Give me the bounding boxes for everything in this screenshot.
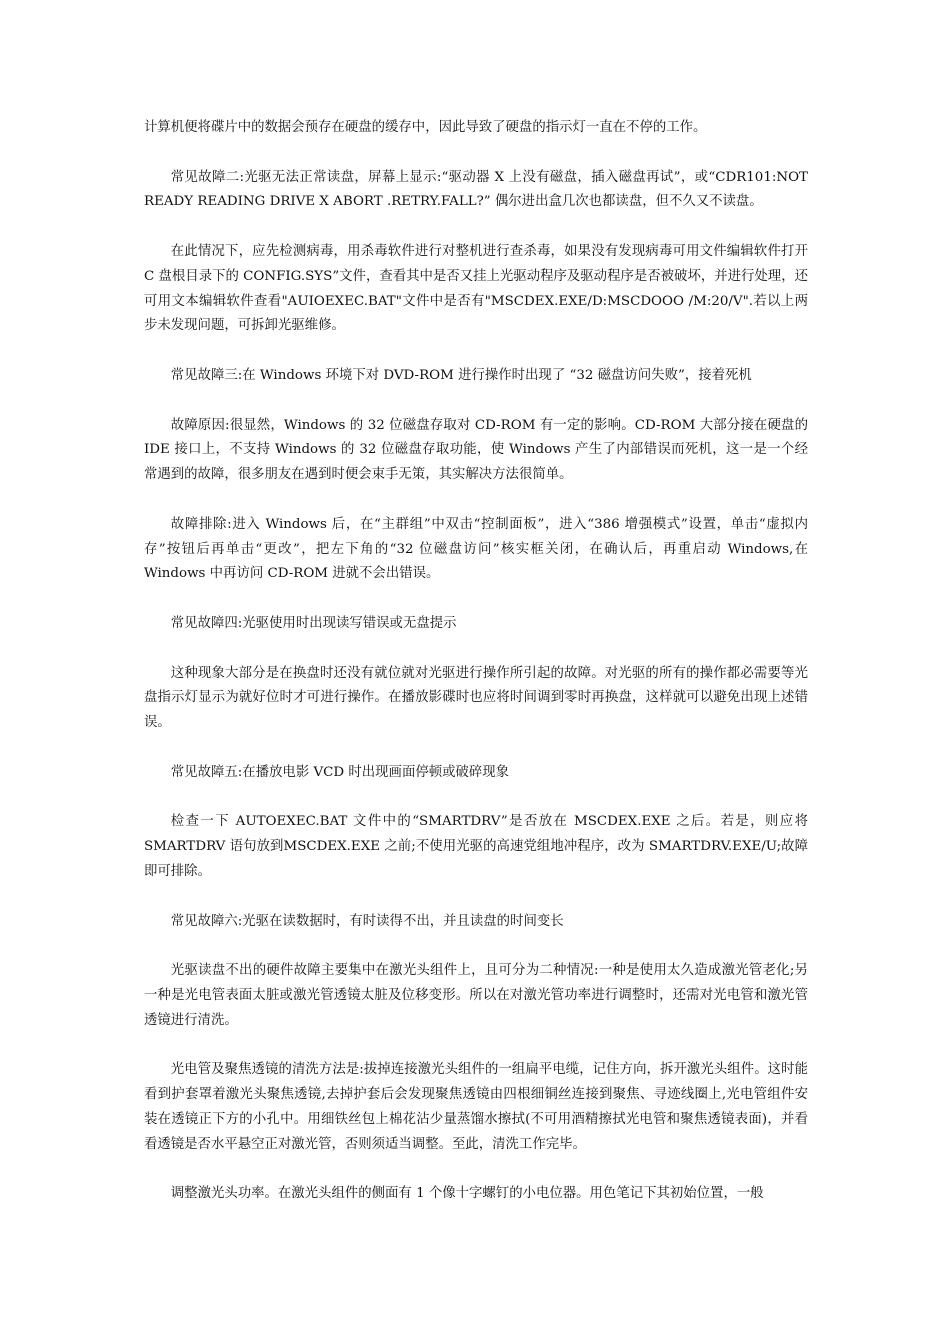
heading-fault-6: 常见故障六:光驱在读数据时，有时读得不出，并且读盘的时间变长 [170, 913, 564, 929]
paragraph-fault-6-detail: 光驱读盘不出的硬件故障主要集中在激光头组件上，且可分为二种情况:一种是使用太久造成激光管老化;另一种是光电管表面太脏或激光管透镜太脏及位移变形。所以在对激光管功率进行调整时，还需对光电管和激光管透镜进行清洗。 [144, 963, 808, 1028]
heading-fault-3: 常见故障三:在 Windows 环境下对 DVD-ROM 进行操作时出现了 “32 磁盘访问失败”，接着死机 [170, 367, 752, 383]
paragraph-fault-3-fix: 故障排除:进入 Windows 后，在“主群组”中双击“控制面板”，进入“386 增强模式”设置，单击“虚拟内存”按钮后再单击“更改”，把左下角的“32 位磁盘访问”核实框关闭，在确认后，再重启动 Windows,在 Windows 中再访问 CD-ROM 进就不会出错误。 [144, 516, 808, 582]
paragraph-fault-2-solution: 在此情况下，应先检测病毒，用杀毒软件进行对整机进行查杀毒，如果没有发现病毒可用文件编辑软件打开 C 盘根目录下的 CONFIG.SYS”文件，查看其中是否又挂上光驱动程序及驱动程序是否被破坏，并进行处理，还可用文本编辑软件查看"AUIOEXEC.BAT"文件中是否有"MSCDEX.EXE/D:MSCDOOO /M:20/V".若以上两步未发现问题，可拆卸光驱维修。 [144, 243, 808, 334]
paragraph-fault-3-cause: 故障原因:很显然，Windows 的 32 位磁盘存取对 CD-ROM 有一定的影响。CD-ROM 大部分接在硬盘的 IDE 接口上，不支持 Windows 的 32 位磁盘存取功能，使 Windows 产生了内部错误而死机，这一是一个经常遇到的故障，很多朋友在遇到时便会束手无策，其实解决方法很简单。 [144, 417, 808, 483]
paragraph-continuation: 计算机便将碟片中的数据会预存在硬盘的缓存中，因此导致了硬盘的指示灯一直在不停的工作。 [144, 120, 707, 135]
heading-fault-2: 常见故障二:光驱无法正常读盘，屏幕上显示:“驱动器 X 上没有磁盘，插入磁盘再试”，或“CDR101:NOT READY READING DRIVE X ABORT .RETRY.FALL?” 偶尔进出盒几次也都读盘，但不久又不读盘。 [144, 169, 808, 210]
document-body [144, 116, 808, 1232]
heading-fault-5: 常见故障五:在播放电影 VCD 时出现画面停顿或破碎现象 [170, 764, 510, 780]
paragraph-fault-5-detail: 检查一下 AUTOEXEC.BAT 文件中的“SMARTDRV”是否放在 MSCDEX.EXE 之后。若是，则应将 SMARTDRV 语句放到MSCDEX.EXE 之前;不使用光驱的高速党组地冲程序，改为 SMARTDRV.EXE/U;故障即可排除。 [144, 814, 808, 879]
paragraph-laser-power: 调整激光头功率。在激光头组件的侧面有 1 个像十字螺钉的小电位器。用色笔记下其初始位置，一般 [170, 1186, 764, 1202]
heading-fault-4: 常见故障四:光驱使用时出现读写错误或无盘提示 [170, 615, 457, 631]
paragraph-fault-4-detail: 这种现象大部分是在换盘时还没有就位就对光驱进行操作所引起的故障。对光驱的所有的操作都必需要等光盘指示灯显示为就好位时才可进行操作。在播放影碟时也应将时间调到零时再换盘，这样就可以避免出现上述错误。 [144, 665, 808, 731]
paragraph-lens-cleaning: 光电管及聚焦透镜的清洗方法是:拔掉连接激光头组件的一组扁平电缆，记住方向，拆开激光头组件。这时能看到护套罩着激光头聚焦透镜,去掉护套后会发现聚焦透镜由四根细铜丝连接到聚焦、寻迹线圈上,光电管组件安装在透镜正下方的小孔中。用细铁丝包上棉花沾少量蒸馏水擦拭(不可用酒精擦拭光电管和聚焦透镜表面)，并看看透镜是否水平悬空正对激光管，否则须适当调整。至此，清洗工作完毕。 [144, 1062, 808, 1152]
